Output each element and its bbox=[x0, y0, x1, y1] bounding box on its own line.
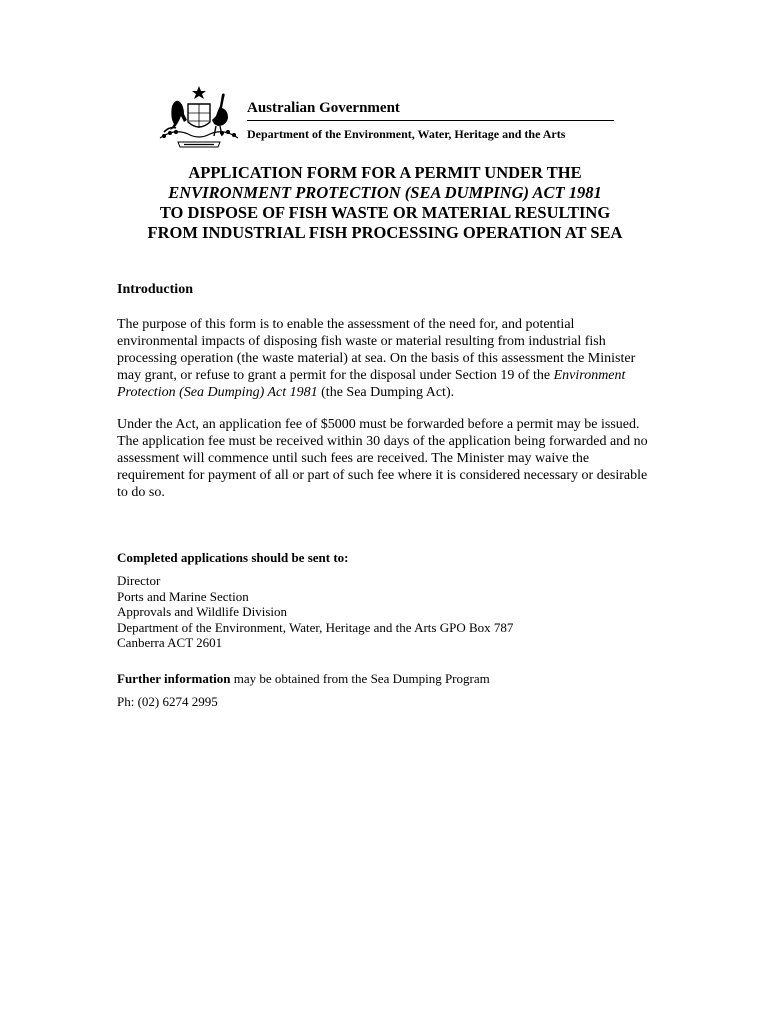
address-line: Approvals and Wildlife Division bbox=[117, 604, 288, 620]
page-title bbox=[0, 163, 770, 243]
further-information bbox=[117, 671, 490, 687]
further-information-label: Further information bbox=[117, 671, 231, 686]
submission-heading: Completed applications should be sent to: bbox=[117, 550, 349, 565]
department-name: Department of the Environment, Water, Heritage and the Arts bbox=[247, 127, 566, 141]
address-line: Canberra ACT 2601 bbox=[117, 635, 223, 651]
government-name: Australian Government bbox=[247, 100, 400, 116]
title-line-2: ENVIRONMENT PROTECTION (SEA DUMPING) ACT 1981 bbox=[168, 183, 602, 202]
further-information-text: may be obtained from the Sea Dumping Program bbox=[230, 671, 490, 686]
title-line-1: APPLICATION FORM FOR A PERMIT UNDER THE bbox=[188, 163, 582, 182]
intro-paragraph-1-end: (the Sea Dumping Act). bbox=[317, 385, 455, 400]
intro-paragraph-1-text: The purpose of this form is to enable the assessment of the need for, and potential environmental impacts of disposing fish waste or material resulting from industrial fish processing operation (the waste material) at sea. On the basis of this assessment the Minister may grant, or refuse to grant a permit for the disposal under Section 19 of the bbox=[117, 317, 636, 383]
intro-paragraph-1 bbox=[117, 316, 657, 401]
phone-number: Ph: (02) 6274 2995 bbox=[117, 694, 218, 709]
header-divider bbox=[247, 120, 614, 121]
intro-paragraph-2: Under the Act, an application fee of $5000 must be forwarded before a permit may be issued. The application fee must be received within 30 days of the application being forwarded and no assessment will commence until such fees are received. The Minister may waive the requirement for payment of all or part of such fee where it is considered necessary or desirable to do so. bbox=[117, 417, 648, 500]
introduction-heading: Introduction bbox=[117, 282, 193, 297]
title-line-4: FROM INDUSTRIAL FISH PROCESSING OPERATION AT SEA bbox=[147, 223, 623, 242]
address-line: Director bbox=[117, 573, 161, 588]
postal-address bbox=[117, 573, 513, 651]
address-line: Ports and Marine Section bbox=[117, 588, 249, 604]
address-line: Department of the Environment, Water, Heritage and the Arts GPO Box 787 bbox=[117, 619, 514, 635]
title-line-3: TO DISPOSE OF FISH WASTE OR MATERIAL RESULTING bbox=[159, 203, 611, 222]
coat-of-arms-logo bbox=[154, 84, 244, 152]
act-name: Environment Protection (Sea Dumping) Act 1981 bbox=[117, 368, 626, 400]
